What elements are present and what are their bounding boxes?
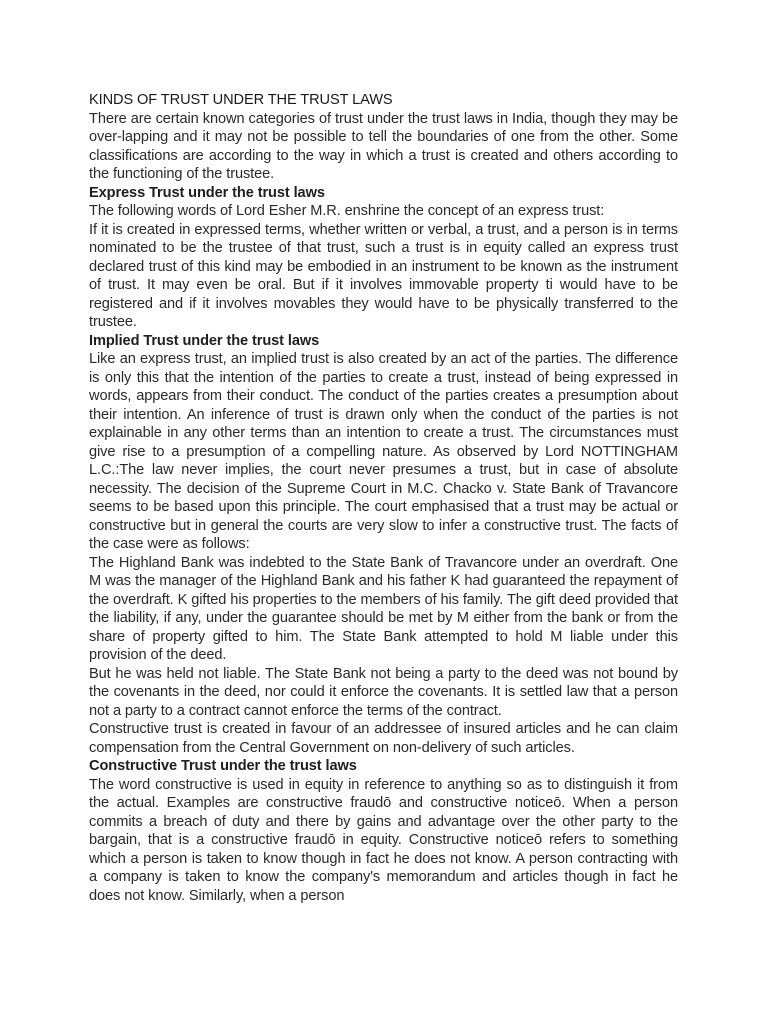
implied-trust-paragraph-3: But he was held not liable. The State Bank not being a party to the deed was not bound by the covenants in the deed, nor could it enforce the covenants. It is settled law that a person not a party to a contract cannot enforce the terms of the contract. <box>89 665 678 719</box>
express-trust-heading: Express Trust under the trust laws <box>89 184 325 201</box>
implied-trust-paragraph-2: The Highland Bank was indebted to the State Bank of Travancore under an overdraft. One M was the manager of the Highland Bank and his father K had guaranteed the repayment of the overdraft. K gifted his properties to the members of his family. The gift deed provided that the liability, if any, under the guarantee should be met by M either from the bank or from the share of property gifted to him. The State Bank attempted to hold M liable under this provision of the deed. <box>89 554 678 663</box>
express-trust-paragraph-2: If it is created in expressed terms, whether written or verbal, a trust, and a person is in terms nominated to be the trustee of that trust, such a trust is in equity called an express trust declared trust of this kind may be embodied in an instrument to be known as the instrument of trust. It may even be oral. But if it involves immovable property ti would have to be registered and if it involves movables they would have to be physically transferred to the trustee. <box>89 221 678 330</box>
implied-trust-paragraph-1: Like an express trust, an implied trust is also created by an act of the parties. The difference is only this that the intention of the parties to create a trust, instead of being expressed in words, appears from their conduct. The conduct of the parties creates a presumption about their intention. An inference of trust is drawn only when the conduct of the parties is not explainable in any other terms than an intention to create a trust. The circumstances must give rise to a presumption of a compelling nature. As observed by Lord NOTTINGHAM L.C.:The law never implies, the court never presumes a trust, but in case of absolute necessity. The decision of the Supreme Court in M.C. Chacko v. State Bank of Travancore seems to be based upon this principle. The court emphasised that a trust may be actual or constructive but in general the courts are very slow to infer a constructive trust. The facts of the case were as follows: <box>89 351 678 552</box>
constructive-trust-paragraph-1: The word constructive is used in equity in reference to anything so as to distinguish it from the actual. Examples are constructive fraudō and constructive noticeō. When a person commits a breach of duty and there by gains and advantage over the other party to the bargain, that is a constructive fraudō in equity. Constructive noticeō refers to something which a person is taken to know though in fact he does not know. A person contracting with a company is taken to know the company's memorandum and articles though in fact he does not know. Similarly, when a person <box>89 776 678 904</box>
constructive-trust-heading: Constructive Trust under the trust laws <box>89 758 357 774</box>
document-page <box>89 91 678 905</box>
document-title: KINDS OF TRUST UNDER THE TRUST LAWS <box>89 92 393 108</box>
express-trust-paragraph-1: The following words of Lord Esher M.R. enshrine the concept of an express trust: <box>89 203 605 219</box>
intro-paragraph: There are certain known categories of trust under the trust laws in India, though they may be over-lapping and it may not be possible to tell the boundaries of one from the other. Some classifications are according to the way in which a trust is created and others according to the functioning of the trustee. <box>89 110 678 182</box>
implied-trust-paragraph-4: Constructive trust is created in favour of an addressee of insured articles and he can claim compensation from the Central Government on non-delivery of such articles. <box>89 721 678 756</box>
implied-trust-heading: Implied Trust under the trust laws <box>89 332 320 349</box>
